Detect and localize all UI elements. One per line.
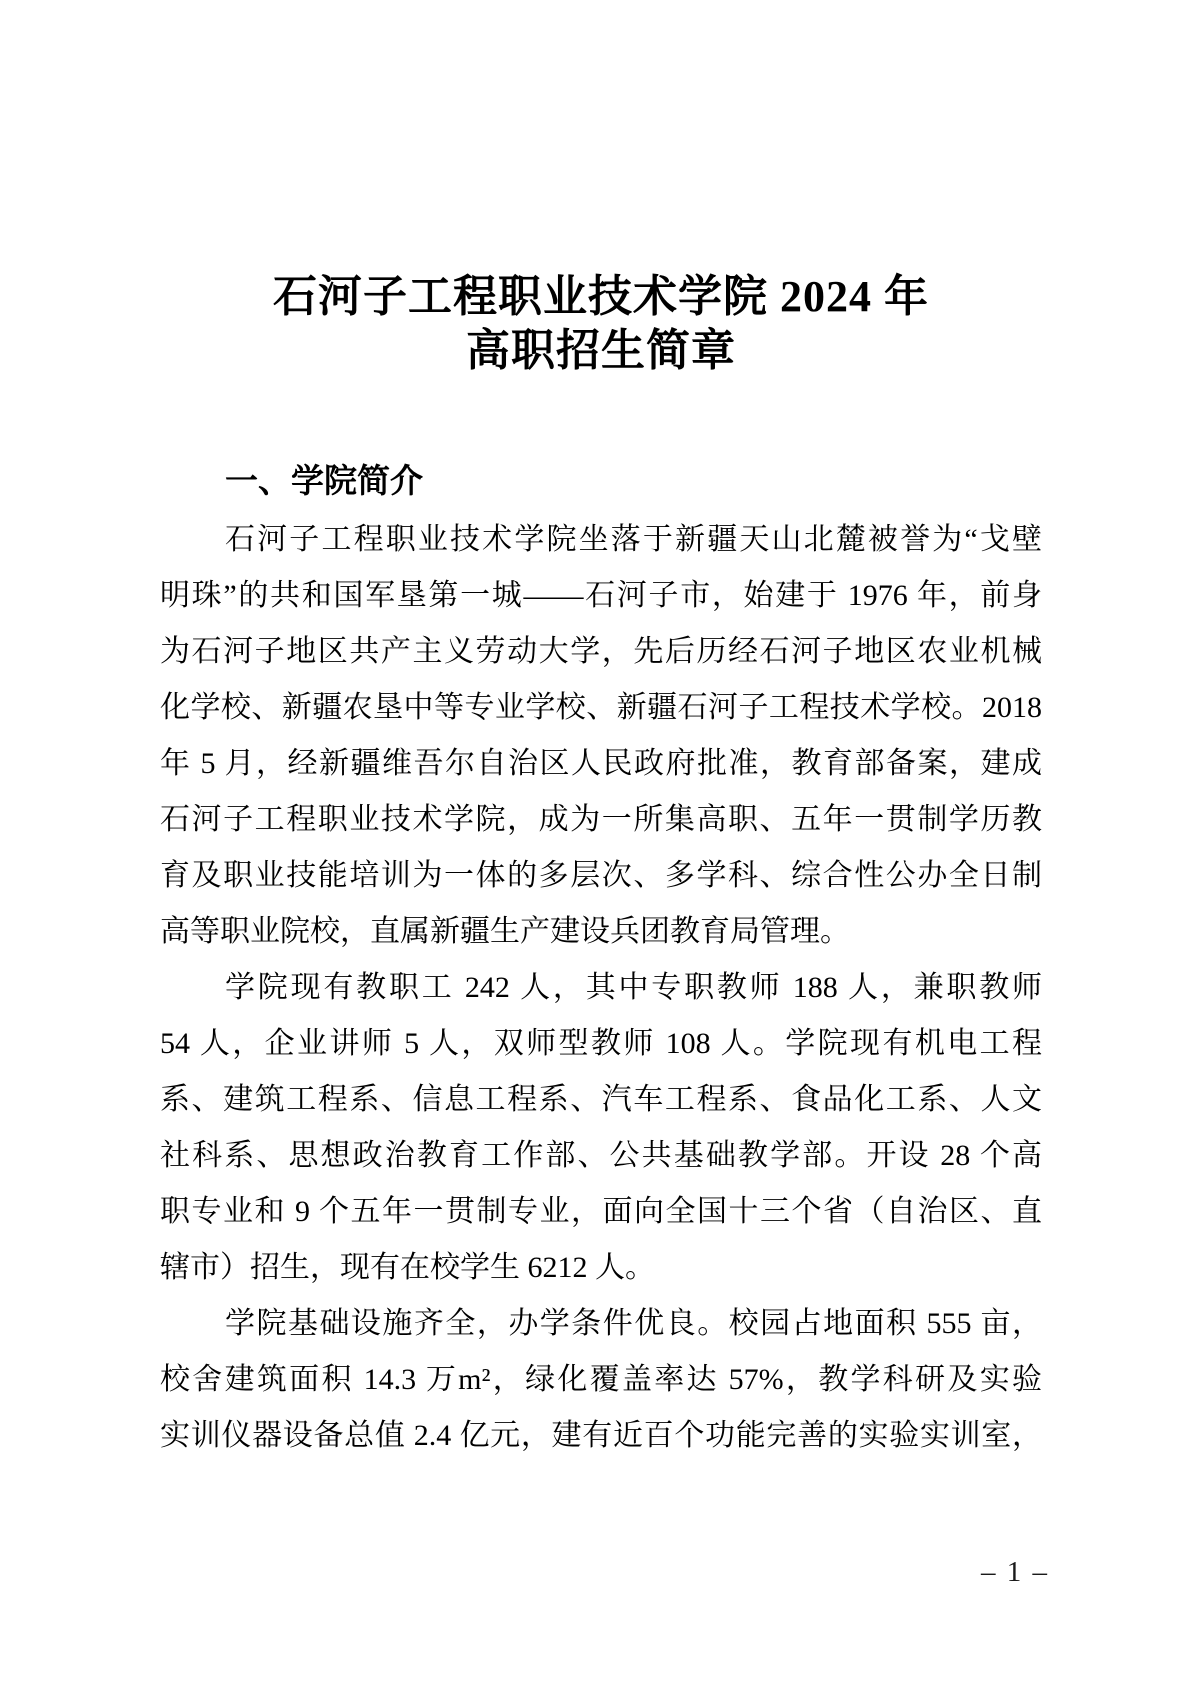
- paragraph-staff-departments: [160, 960, 1042, 1296]
- text-line: 石河子工程职业技术学院，成为一所集高职、五年一贯制学历教: [160, 803, 1042, 836]
- text-line: 职专业和 9 个五年一贯制专业，面向全国十三个省（自治区、直: [160, 1195, 1042, 1228]
- document-content: [160, 270, 1042, 1464]
- paragraph-college-history: [160, 512, 1042, 960]
- text-line: 化学校、新疆农垦中等专业学校、新疆石河子工程技术学校。2018: [160, 691, 1042, 724]
- body-text: [160, 512, 1042, 1464]
- text-line: 育及职业技能培训为一体的多层次、多学科、综合性公办全日制: [160, 859, 1042, 892]
- document-title-line-2: 高职招生简章: [466, 326, 736, 375]
- text-line: 明珠”的共和国军垦第一城——石河子市，始建于 1976 年，前身: [160, 579, 1042, 612]
- text-line: 年 5 月，经新疆维吾尔自治区人民政府批准，教育部备案，建成: [160, 747, 1042, 780]
- page-number: – 1 –: [981, 1556, 1049, 1588]
- text-line: 石河子工程职业技术学院坐落于新疆天山北麓被誉为“戈壁: [225, 523, 1042, 556]
- text-line: 系、建筑工程系、信息工程系、汽车工程系、食品化工系、人文: [160, 1083, 1042, 1116]
- text-line: 辖市）招生，现有在校学生 6212 人。: [160, 1251, 655, 1284]
- section-heading: 一、学院简介: [225, 462, 423, 499]
- text-line: 校舍建筑面积 14.3 万m²，绿化覆盖率达 57%，教学科研及实验: [160, 1363, 1042, 1396]
- text-line: 54 人，企业讲师 5 人，双师型教师 108 人。学院现有机电工程: [160, 1027, 1042, 1060]
- text-line: 实训仪器设备总值 2.4 亿元，建有近百个功能完善的实验实训室，: [160, 1419, 1042, 1452]
- document-title-line-1: 石河子工程职业技术学院 2024 年: [273, 272, 929, 321]
- text-line: 高等职业院校，直属新疆生产建设兵团教育局管理。: [160, 915, 850, 948]
- text-line: 社科系、思想政治教育工作部、公共基础教学部。开设 28 个高: [160, 1139, 1042, 1172]
- text-line: 学院基础设施齐全，办学条件优良。校园占地面积 555 亩，: [225, 1307, 1042, 1340]
- text-line: 为石河子地区共产主义劳动大学，先后历经石河子地区农业机械: [160, 635, 1042, 668]
- text-line: 学院现有教职工 242 人，其中专职教师 188 人，兼职教师: [225, 971, 1042, 1004]
- paragraph-campus-facilities: [160, 1296, 1042, 1464]
